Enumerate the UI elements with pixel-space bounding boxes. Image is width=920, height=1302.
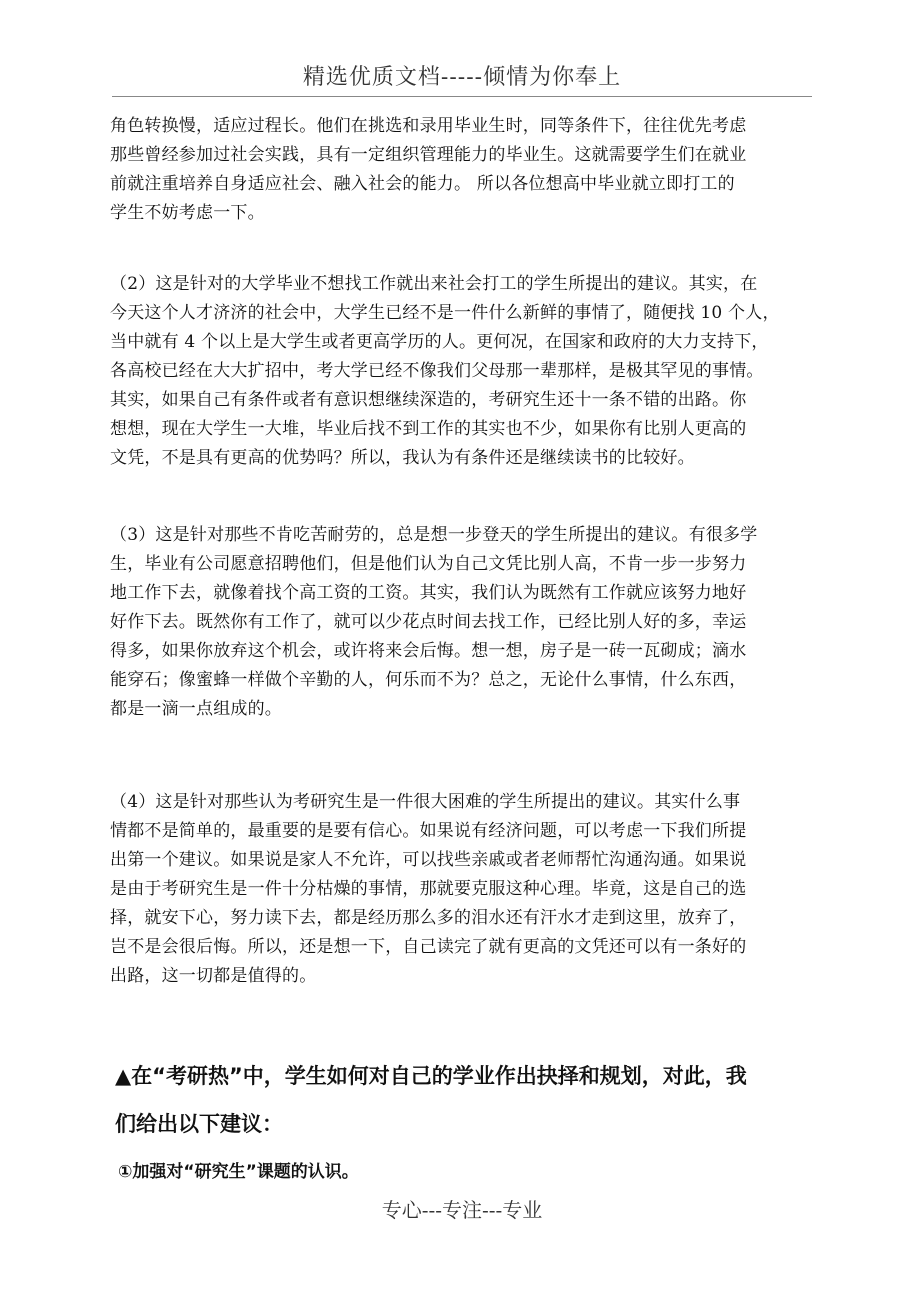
- page-header: 精选优质文档-----倾情为你奉上: [302, 65, 622, 90]
- paragraph-4: （4）这是针对那些认为考研究生是一件很大困难的学生所提出的建议。其实什么事 情都不是简单的，最重要的是要有信心。如果说有经济问题，可以考虑一下我们所提 出第一个建议。如果说是家人不允许，可以找些亲戚或者老师帮忙沟通沟通。如果说 是由于考研究生是一件十分枯燥的事情，那就要克服这种心理。毕竟，这是自己的选 择，就安下心，努力读下去，都是经历那么多的泪水还有汗水才走到这里，放弃了， 岂不是会很后悔。所以，还是想一下，自己读完了就有更高的文凭还可以有一条好的 出路，这一切都是值得的。: [110, 792, 747, 986]
- paragraph-1: 角色转换慢，适应过程长。他们在挑选和录用毕业生时，同等条件下，往往优先考虑 那些曾经参加过社会实践，具有一定组织管理能力的毕业生。这就需要学生们在就业 前就注重培养自身适应社会、融入社会的能力。 所以各位想高中毕业就立即打工的 学生不妨考虑一下。: [110, 116, 747, 223]
- paragraph-3: （3）这是针对那些不肯吃苦耐劳的，总是想一步登天的学生所提出的建议。有很多学 生，毕业有公司愿意招聘他们，但是他们认为自己文凭比别人高，不肯一步一步努力 地工作下去，就像着找个高工资的工资。其实，我们认为既然有工作就应该努力地好 好作下去。既然你有工作了，就可以少花点时间去找工作，已经比别人好的多，幸运 得多，如果你放弃这个机会，或许将来会后悔。想一想，房子是一砖一瓦砌成；滴水 能穿石；像蜜蜂一样做个辛勤的人，何乐而不为？总之，无论什么事情，什么东西， 都是一滴一点组成的。: [110, 525, 758, 719]
- section-heading: ▲在“考研热”中，学生如何对自己的学业作出抉择和规划，对此，我 们给出以下建议：: [115, 1064, 747, 1136]
- paragraph-2: （2）这是针对的大学毕业不想找工作就出来社会打工的学生所提出的建议。其实，在 今天这个人才济济的社会中，大学生已经不是一件什么新鲜的事情了，随便找 10 个人， 当中就有 4 个以上是大学生或者更高学历的人。更何况，在国家和政府的大力支持下， 各高校已经在大大扩招中，考大学已经不像我们父母那一辈那样，是极其罕见的事情。 其实，如果自己有条件或者有意识想继续深造的，考研究生还十一条不错的出路。你 想想，现在大学生一大堆，毕业后找不到工作的其实也不少，如果你有比别人更高的 文凭，不是具有更高的优势吗？所以，我认为有条件还是继续读书的比较好。: [110, 274, 780, 468]
- header-divider: [112, 96, 812, 97]
- subsection-heading: ①加强对“研究生”课题的认识。: [118, 1162, 359, 1182]
- page-footer: 专心---专注---专业: [381, 1198, 543, 1222]
